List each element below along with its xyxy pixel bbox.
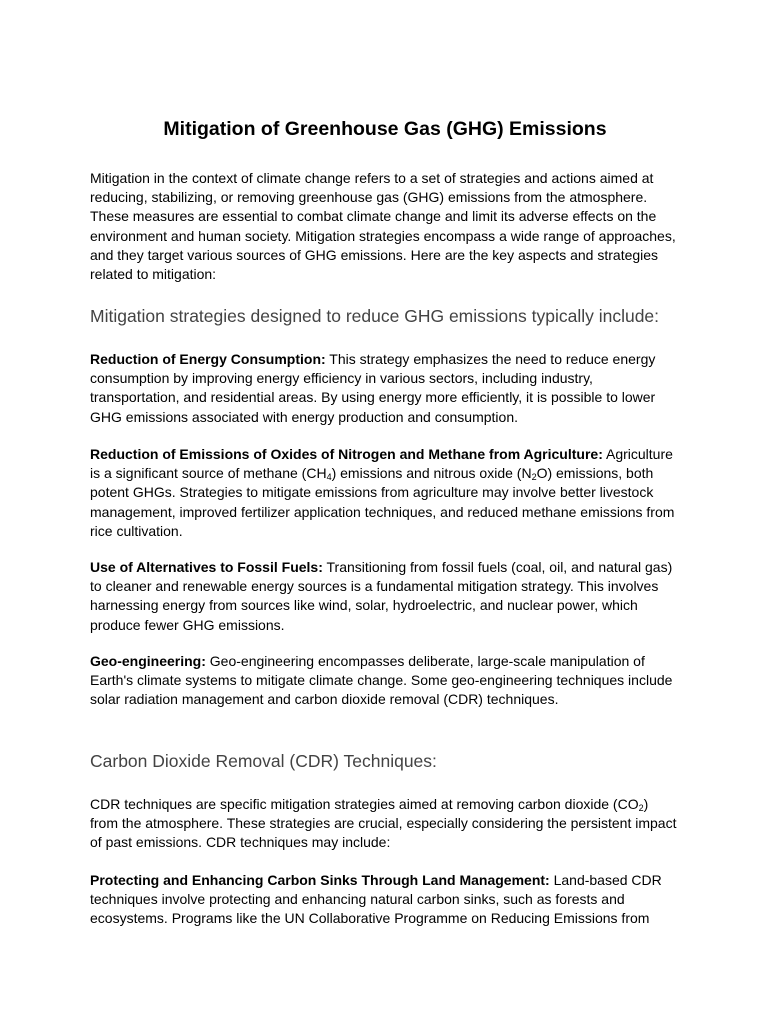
paragraph-lead: Reduction of Energy Consumption: bbox=[90, 351, 326, 367]
paragraph-agriculture-emissions bbox=[90, 445, 680, 541]
intro-paragraph: Mitigation in the context of climate change refers to a set of strategies and actions aimed at reducing, stabilizing, or removing greenhouse gas (GHG) emissions from the atmosphere. These measures are essential to combat climate change and limit its adverse effects on the environment and human society. Mitigation strategies encompass a wide range of approaches, and they target various sources of GHG emissions. Here are the key aspects and strategies related to mitigation: bbox=[90, 170, 676, 283]
paragraph-carbon-sinks bbox=[90, 871, 680, 929]
paragraph-fossil-fuel-alternatives bbox=[90, 558, 680, 635]
paragraph-text: Geo-engineering encompasses deliberate, large-scale manipulation of Earth's climate systems to mitigate climate change. Some geo-engineering techniques include solar radiation management and carbon dioxide removal (CDR) techniques. bbox=[90, 653, 673, 708]
paragraph-text: This strategy emphasizes the need to reduce energy consumption by improving energy efficiency in various sectors, including industry, transportation, and residential areas. By using energy more efficiently, it is possible to lower GHG emissions associated with energy production and consumption. bbox=[90, 351, 656, 425]
section-heading-mitigation-strategies: Mitigation strategies designed to reduce GHG emissions typically include: bbox=[90, 306, 660, 326]
paragraph-text: Transitioning from fossil fuels (coal, oil, and natural gas) to cleaner and renewable energy sources is a fundamental mitigation strategy. This involves harnessing energy from sources like wind, solar, hydroelectric, and nuclear power, which produce fewer GHG emissions. bbox=[90, 559, 673, 633]
paragraph-text: Agriculture is a significant source of methane (CH bbox=[90, 446, 673, 482]
paragraph-energy-consumption bbox=[90, 350, 680, 427]
paragraph-text: ) from the atmosphere. These strategies are crucial, especially considering the persistent impact of past emissions. CDR techniques may include: bbox=[90, 796, 677, 851]
subscript: 2 bbox=[638, 803, 644, 813]
subscript: 2 bbox=[531, 472, 537, 483]
section-heading-cdr-techniques: Carbon Dioxide Removal (CDR) Techniques: bbox=[90, 751, 437, 771]
paragraph-lead: Reduction of Emissions of Oxides of Nitrogen and Methane from Agriculture: bbox=[90, 446, 603, 462]
paragraph-lead: Geo-engineering: bbox=[90, 653, 206, 669]
paragraph-lead: Protecting and Enhancing Carbon Sinks Through Land Management: bbox=[90, 872, 550, 888]
paragraph-text: CDR techniques are specific mitigation strategies aimed at removing carbon dioxide (CO bbox=[90, 796, 639, 812]
paragraph-text: O) emissions, both potent GHGs. Strategies to mitigate emissions from agriculture may involve better livestock management, improved fertilizer application techniques, and reduced methane emissions from rice cultivation. bbox=[90, 465, 675, 539]
paragraph-text: ) emissions and nitrous oxide (N bbox=[331, 465, 532, 482]
page-title: Mitigation of Greenhouse Gas (GHG) Emissions bbox=[163, 118, 607, 140]
paragraph-lead: Use of Alternatives to Fossil Fuels: bbox=[90, 559, 323, 575]
subscript: 4 bbox=[326, 472, 332, 483]
paragraph-cdr-intro bbox=[90, 795, 680, 853]
paragraph-geo-engineering bbox=[90, 652, 680, 710]
paragraph-text: Land-based CDR techniques involve protecting and enhancing natural carbon sinks, such as forests and ecosystems. Programs like the UN Collaborative Programme on Reducing Emissions from bbox=[90, 872, 662, 927]
